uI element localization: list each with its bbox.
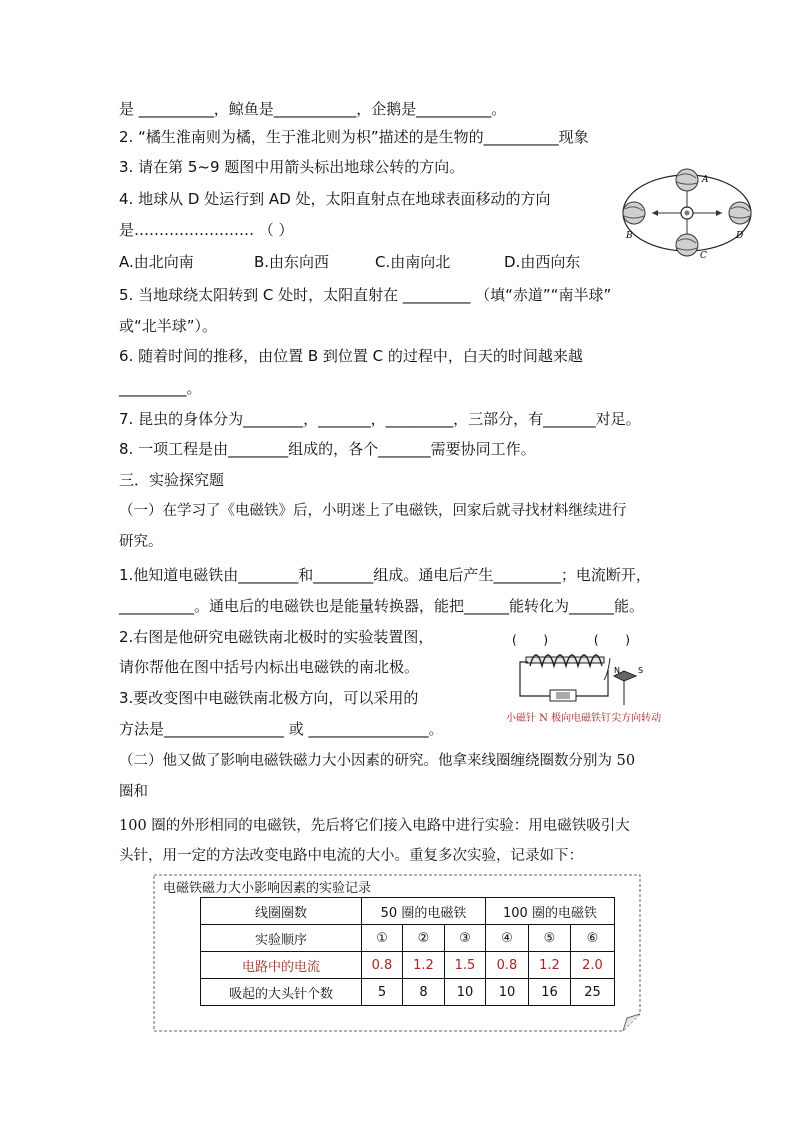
part-1-intro-cont: 研究。: [119, 534, 163, 550]
cell-current: 0.8: [362, 952, 403, 979]
orbit-label-d: D: [736, 231, 744, 241]
section-heading: 三．实验探究题: [119, 471, 225, 489]
record-table: [200, 897, 615, 1006]
electromagnet-diagram: [500, 630, 700, 730]
cell-current: 1.2: [529, 952, 571, 979]
magnet-caption: 小磁针 N 极向电磁铁钉尖方向转动: [506, 713, 662, 724]
magnet-brackets: ( ) ( ): [512, 633, 630, 647]
experiment-record: [153, 874, 641, 1032]
table-row: [201, 952, 615, 979]
cell-current: 1.2: [403, 952, 445, 979]
cell-current-header: 电路中的电流: [201, 952, 362, 979]
cell-pins: 10: [445, 979, 486, 1006]
cell-current: 1.5: [445, 952, 486, 979]
cell-order: ④: [486, 925, 529, 952]
earth-orbit-diagram: [614, 166, 760, 262]
table-row: [201, 979, 615, 1006]
question-4: 4. 地球从 D 处运行到 AD 处，太阳直射点在地球表面移动的方向: [119, 190, 551, 208]
em-question-3-cont: 方法是________________ 或 ________________。: [119, 720, 444, 738]
option-c: C.由南向北: [375, 253, 451, 271]
part-2-intro-line3: 100 圈的外形相同的电磁铁，先后将它们接入电路中进行实验：用电磁铁吸引大: [119, 818, 630, 834]
cell-order: ③: [445, 925, 486, 952]
em-question-1: 1.他知道电磁铁由________和________组成。通电后产生_________；电流断开，: [119, 566, 651, 584]
question-4-answer: 是…………………… （ ）: [119, 221, 294, 239]
table-caption: 电磁铁磁力大小影响因素的实验记录: [163, 881, 372, 896]
question-6: 6. 随着时间的推移，由位置 B 到位置 C 的过程中，白天的时间越来越: [119, 347, 583, 365]
question-3: 3. 请在第 5~9 题图中用箭头标出地球公转的方向。: [119, 158, 465, 176]
cell-order: ⑥: [571, 925, 615, 952]
question-8: 8. 一项工程是由________组成的，各个_______需要协同工作。: [119, 440, 536, 458]
cell-order: ②: [403, 925, 445, 952]
question-7: 7. 昆虫的身体分为________，_______，_________，三部分，有_______对足。: [119, 410, 641, 428]
table-row: [201, 925, 615, 952]
cell-50-header: 50 圈的电磁铁: [362, 898, 486, 925]
question-5: 5. 当地球绕太阳转到 C 处时，太阳直射在 _________ （填“赤道”“南半球”: [119, 286, 612, 304]
cell-pins-header: 吸起的大头针个数: [201, 979, 362, 1006]
cell-pins: 5: [362, 979, 403, 1006]
cell-order: ①: [362, 925, 403, 952]
question-2: 2. “橘生淮南则为橘，生于淮北则为枳”描述的是生物的__________现象: [119, 128, 589, 146]
cell-pins: 25: [571, 979, 615, 1006]
part-2-intro-line4: 头针，用一定的方法改变电路中电流的大小。重复多次实验，记录如下：: [119, 848, 583, 864]
magnet-label-n: N: [614, 666, 620, 675]
em-question-3: 3.要改变图中电磁铁南北极方向，可以采用的: [119, 689, 419, 707]
table-row: [201, 898, 615, 925]
cell-pins: 8: [403, 979, 445, 1006]
orbit-label-b: B: [626, 231, 633, 241]
cell-order: ⑤: [529, 925, 571, 952]
cell-current: 2.0: [571, 952, 615, 979]
orbit-label-c: C: [700, 251, 707, 261]
question-5-cont: 或“北半球”）。: [119, 317, 218, 335]
cell-current: 0.8: [486, 952, 529, 979]
cell-pins: 16: [529, 979, 571, 1006]
cell-order-header: 实验顺序: [201, 925, 362, 952]
cell-coil-header: 线圈圈数: [201, 898, 362, 925]
option-d: D.由西向东: [504, 253, 581, 271]
option-b: B.由东向西: [254, 253, 330, 271]
em-question-2: 2.右图是他研究电磁铁南北极时的实验装置图，: [119, 628, 434, 646]
question-6-blank: _________。: [119, 379, 202, 397]
option-a: A.由北向南: [119, 253, 194, 271]
part-2-intro: （二）他又做了影响电磁铁磁力大小因素的研究。他拿来线圈缠绕圈数分别为 50: [119, 753, 636, 769]
part-1-intro: （一）在学习了《电磁铁》后，小明迷上了电磁铁，回家后就寻找材料继续进行: [119, 503, 627, 519]
em-question-2-cont: 请你帮他在图中括号内标出电磁铁的南北极。: [119, 658, 420, 676]
cell-100-header: 100 圈的电磁铁: [486, 898, 615, 925]
blank-line-animals: 是 __________，鲸鱼是___________，企鹅是__________。: [119, 100, 507, 118]
magnet-label-s: S: [638, 666, 644, 675]
em-question-1-cont: __________。通电后的电磁铁也是能量转换器，能把______能转化为______能。: [119, 597, 645, 615]
orbit-label-a: A: [702, 175, 709, 185]
part-2-intro-cont: 圈和: [119, 784, 148, 800]
cell-pins: 10: [486, 979, 529, 1006]
